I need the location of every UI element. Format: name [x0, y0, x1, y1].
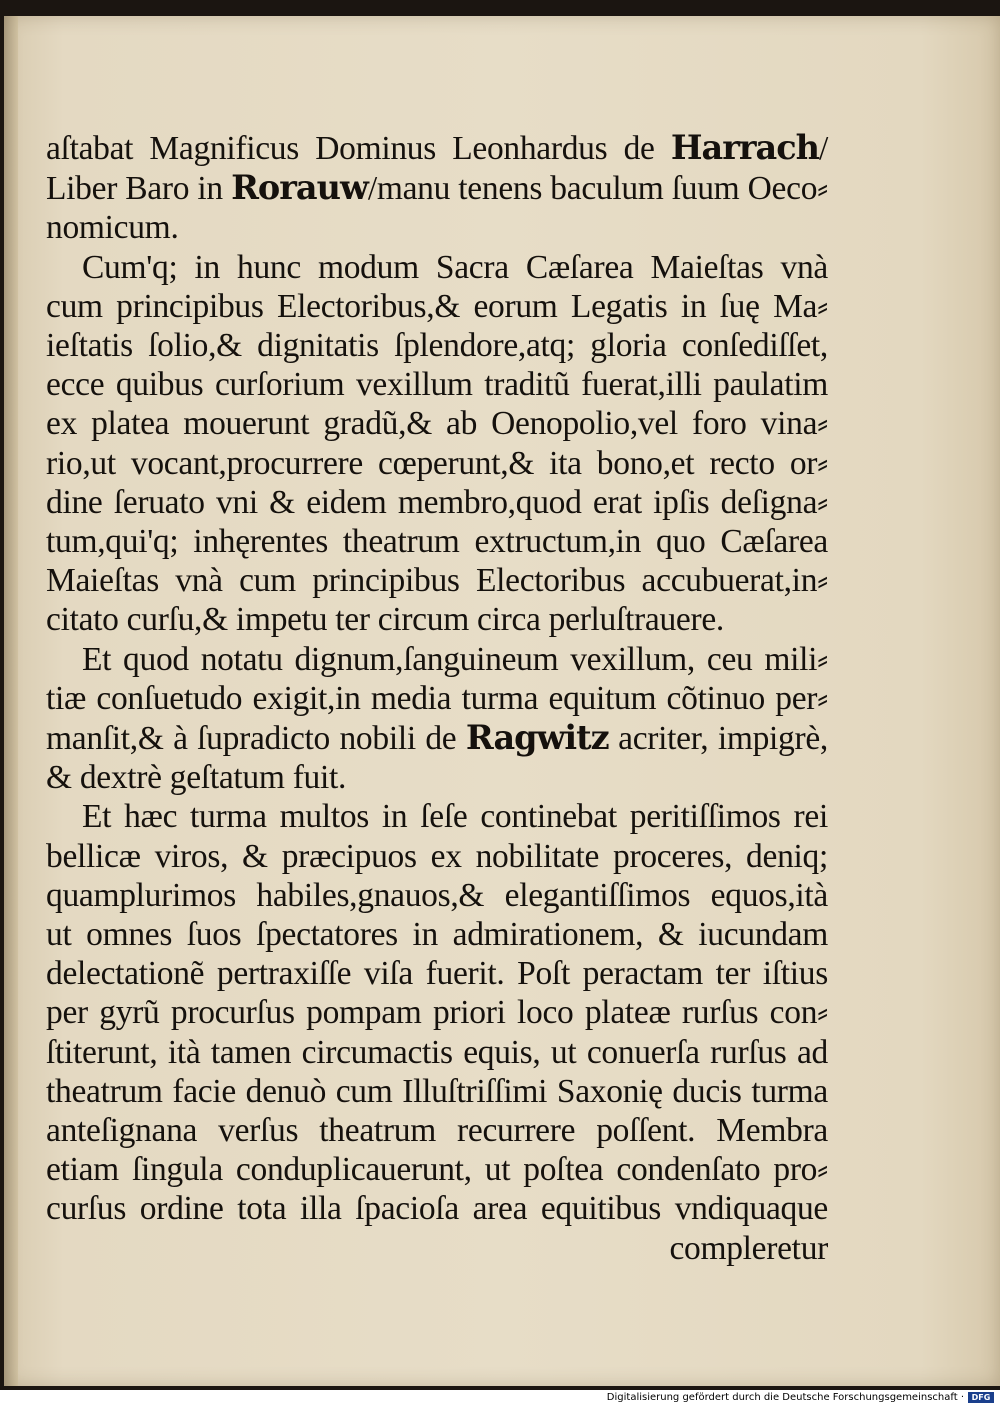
text-line [46, 915, 828, 954]
text-line [46, 1033, 828, 1072]
text-segment: nomicum. [46, 209, 179, 247]
blackletter-name: Rorauw [231, 168, 368, 208]
text-segment: ieſtatis ſolio,& dignitatis ſplendore,atq; gloria conſediſſet, [46, 327, 828, 365]
text-line [46, 208, 828, 247]
text-segment: manſit,& à ſupradicto nobili de [46, 720, 466, 758]
text-line [46, 168, 828, 208]
text-line [46, 718, 828, 758]
text-segment: Maieſtas vnà cum principibus Electoribus accubuerat,in⸗ [46, 562, 828, 600]
text-line [46, 837, 828, 876]
text-line [46, 1150, 828, 1189]
text-segment: & dextrè geſtatum fuit. [46, 759, 347, 797]
dfg-logo: DFG [968, 1392, 994, 1403]
text-line [46, 600, 828, 639]
text-segment: anteſignana verſus theatrum recurrere poſſent. Membra [46, 1112, 828, 1150]
text-line [46, 993, 828, 1032]
page-text-block [46, 128, 828, 1268]
text-segment: Liber Baro in [46, 170, 232, 208]
footer-bar [0, 1390, 1000, 1406]
text-segment: ecce quibus curſorium vexillum traditũ fuerat,illi paulatim [46, 366, 828, 404]
text-segment: /manu tenens baculum ſuum Oeco⸗ [367, 170, 828, 208]
text-line [46, 483, 828, 522]
text-line [46, 1111, 828, 1150]
text-line [46, 248, 828, 287]
text-segment: tum,qui'q; inhęrentes theatrum extructum,in quo Cæſarea [46, 523, 828, 561]
text-segment: theatrum facie denuò cum Illuſtriſſimi Saxonię ducis turma [46, 1072, 828, 1110]
text-line [46, 128, 828, 168]
text-segment: ut omnes ſuos ſpectatores in admirationem, & iucundam [46, 916, 828, 954]
funding-credit: Digitalisierung gefördert durch die Deutsche Forschungsgemeinschaft · [606, 1392, 964, 1403]
page-binding-edge [4, 16, 18, 1386]
text-line [46, 326, 828, 365]
text-segment: ſtiterunt, ità tamen circumactis equis, ut conuerſa rurſus ad [46, 1033, 828, 1071]
text-segment: Et quod notatu dignum,ſanguineum vexillum, ceu mili⸗ [82, 640, 828, 678]
text-line [46, 758, 828, 797]
text-line [46, 1229, 828, 1268]
text-segment: rio,ut vocant,procurrere cœperunt,& ita bono,et recto or⸗ [46, 444, 828, 482]
text-line [46, 640, 828, 679]
text-segment: bellicæ viros, & præcipuos ex nobilitate proceres, deniq; [46, 837, 828, 875]
text-line [46, 679, 828, 718]
text-segment: acriter, impigrè, [608, 720, 828, 758]
text-segment: ex platea mouerunt gradũ,& ab Oenopolio,vel foro vina⸗ [46, 405, 828, 443]
text-segment: etiam ſingula conduplicauerunt, ut poſtea condenſato pro⸗ [46, 1151, 828, 1189]
text-segment: cum principibus Electoribus,& eorum Legatis in ſuę Ma⸗ [46, 287, 828, 325]
text-line [46, 365, 828, 404]
text-segment: Et hæc turma multos in ſeſe continebat peritiſſimos rei [82, 798, 828, 836]
blackletter-name: Ragwitz [465, 718, 609, 758]
text-segment: / [818, 130, 828, 167]
text-line [46, 561, 828, 600]
text-segment: curſus ordine tota illa ſpacioſa area equitibus vndiquaque [46, 1190, 828, 1228]
text-line [46, 287, 828, 326]
text-segment: tiæ conſuetudo exigit,in media turma equitum cõtinuo per⸗ [46, 679, 828, 717]
text-line [46, 876, 828, 915]
text-line [46, 444, 828, 483]
text-line [46, 954, 828, 993]
text-segment: citato curſu,& impetu ter circum circa perluſtrauere. [46, 601, 724, 639]
text-line [46, 522, 828, 561]
text-segment: compleretur [669, 1229, 828, 1267]
text-segment: per gyrũ procurſus pompam priori loco plateæ rurſus con⸗ [46, 994, 828, 1032]
text-segment: aſtabat Magnificus Dominus Leonhardus de [46, 130, 671, 167]
text-segment: quamplurimos habiles,gnauos,& elegantiſſimos equos,ità [46, 876, 828, 914]
text-segment: Cum'q; in hunc modum Sacra Cæſarea Maieſtas vnà [82, 248, 828, 286]
text-line [46, 1189, 828, 1228]
text-segment: delectationẽ pertraxiſſe viſa fuerit. Poſt peractam ter iſtius [46, 955, 828, 993]
text-line [46, 797, 828, 836]
text-line [46, 1072, 828, 1111]
blackletter-name: Harrach [670, 128, 819, 167]
text-segment: dine ſeruato vni & eidem membro,quod erat ipſis deſigna⸗ [46, 483, 828, 521]
text-line [46, 404, 828, 443]
